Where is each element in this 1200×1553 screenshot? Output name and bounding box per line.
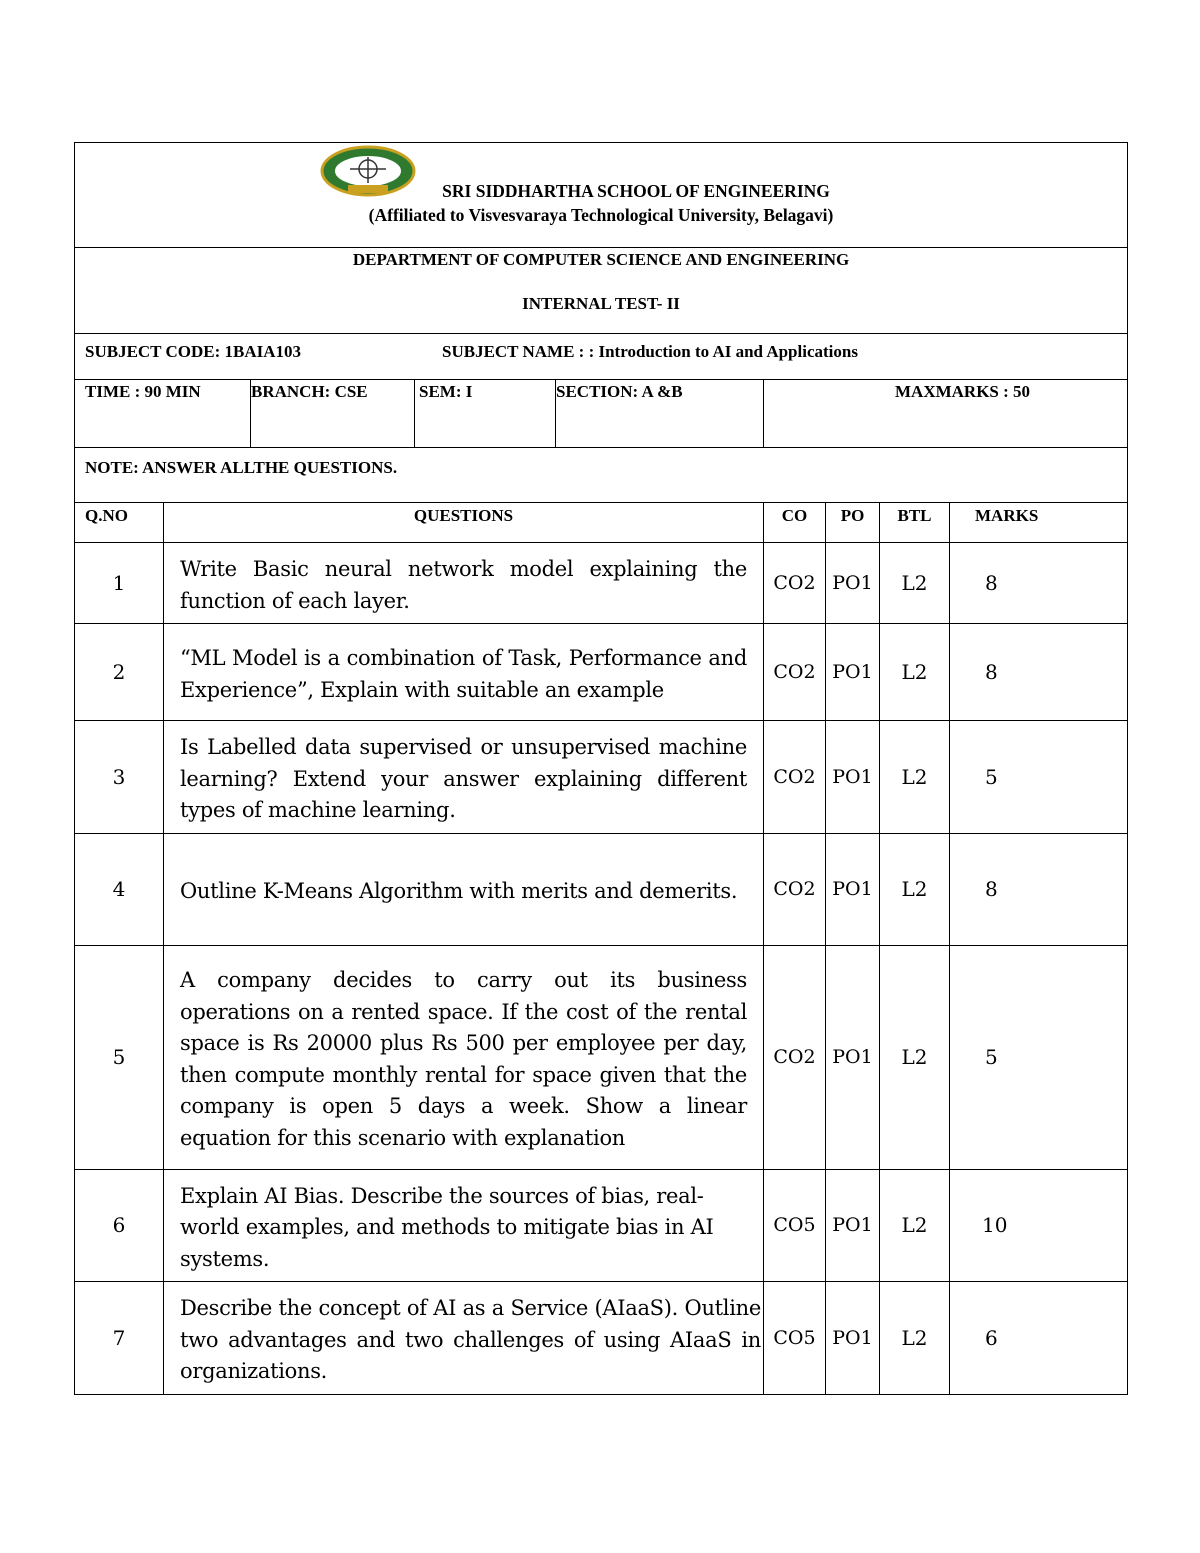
question-text: Outline K-Means Algorithm with merits and demerits. [164, 833, 764, 945]
question-po: PO1 [826, 945, 880, 1169]
question-marks: 10 [950, 1169, 1128, 1282]
question-text: Describe the concept of AI as a Service (AIaaS). Outline two advantages and two challenges of using AIaaS in organizations. [164, 1282, 764, 1395]
question-number: 1 [75, 543, 164, 624]
question-co: CO2 [764, 624, 826, 721]
question-po: PO1 [826, 721, 880, 834]
question-btl: L2 [880, 721, 950, 834]
subject-name: SUBJECT NAME : : Introduction to AI and Applications [442, 342, 858, 361]
note-row: NOTE: ANSWER ALLTHE QUESTIONS. [75, 448, 1128, 503]
question-btl: L2 [880, 833, 950, 945]
question-number: 6 [75, 1169, 164, 1282]
max-marks-cell: MAXMARKS : 50 [764, 380, 1128, 448]
table-row [75, 833, 1128, 945]
department-block [75, 248, 1128, 334]
question-co: CO2 [764, 543, 826, 624]
question-marks: 5 [950, 721, 1128, 834]
question-text: “ML Model is a combination of Task, Performance and Experience”, Explain with suitable an example [164, 624, 764, 721]
question-co: CO2 [764, 945, 826, 1169]
question-co: CO2 [764, 833, 826, 945]
table-row [75, 624, 1128, 721]
question-number: 3 [75, 721, 164, 834]
question-number: 4 [75, 833, 164, 945]
question-paper-table [74, 142, 1128, 1395]
table-row [75, 543, 1128, 624]
col-btl: BTL [880, 503, 950, 543]
question-btl: L2 [880, 543, 950, 624]
question-marks: 8 [950, 624, 1128, 721]
col-questions: QUESTIONS [164, 503, 764, 543]
question-number: 2 [75, 624, 164, 721]
college-affiliation: (Affiliated to Visvesvaraya Technological University, Belagavi) [368, 205, 834, 225]
question-btl: L2 [880, 1282, 950, 1395]
section-cell: SECTION: A &B [556, 380, 764, 448]
col-qno: Q.NO [75, 503, 164, 543]
subject-code: SUBJECT CODE: 1BAIA103 [85, 342, 302, 361]
question-marks: 5 [950, 945, 1128, 1169]
table-row [75, 945, 1128, 1169]
question-text: A company decides to carry out its business operations on a rented space. If the cost of the rental space is Rs 20000 plus Rs 500 per employee per day, then compute monthly rental for space given that the company is open 5 days a week. Show a linear equation for this scenario with explanation [164, 945, 764, 1169]
question-text: Explain AI Bias. Describe the sources of bias, real-world examples, and methods to mitigate bias in AI systems. [164, 1169, 764, 1282]
col-marks: MARKS [950, 503, 1128, 543]
question-btl: L2 [880, 945, 950, 1169]
question-number: 7 [75, 1282, 164, 1395]
question-paper [74, 142, 1127, 1395]
question-number: 5 [75, 945, 164, 1169]
test-name: INTERNAL TEST- II [522, 294, 680, 313]
question-text: Is Labelled data supervised or unsupervised machine learning? Extend your answer explaining different types of machine learning. [164, 721, 764, 834]
question-marks: 8 [950, 543, 1128, 624]
table-row [75, 1169, 1128, 1282]
question-co: CO5 [764, 1169, 826, 1282]
table-row [75, 1282, 1128, 1395]
table-row [75, 721, 1128, 834]
sem-cell: SEM: I [415, 380, 556, 448]
subject-row [75, 334, 1128, 380]
question-po: PO1 [826, 1282, 880, 1395]
college-header [75, 143, 1128, 248]
question-text: Write Basic neural network model explaining the function of each layer. [164, 543, 764, 624]
question-marks: 6 [950, 1282, 1128, 1395]
question-po: PO1 [826, 833, 880, 945]
college-name: SRI SIDDHARTHA SCHOOL OF ENGINEERING [442, 181, 830, 201]
question-co: CO2 [764, 721, 826, 834]
question-po: PO1 [826, 1169, 880, 1282]
col-co: CO [764, 503, 826, 543]
branch-cell: BRANCH: CSE [251, 380, 415, 448]
question-po: PO1 [826, 543, 880, 624]
question-btl: L2 [880, 624, 950, 721]
department-name: DEPARTMENT OF COMPUTER SCIENCE AND ENGINEERING [352, 250, 850, 269]
col-po: PO [826, 503, 880, 543]
question-co: CO5 [764, 1282, 826, 1395]
question-po: PO1 [826, 624, 880, 721]
question-marks: 8 [950, 833, 1128, 945]
time-cell: TIME : 90 MIN [75, 380, 251, 448]
question-btl: L2 [880, 1169, 950, 1282]
